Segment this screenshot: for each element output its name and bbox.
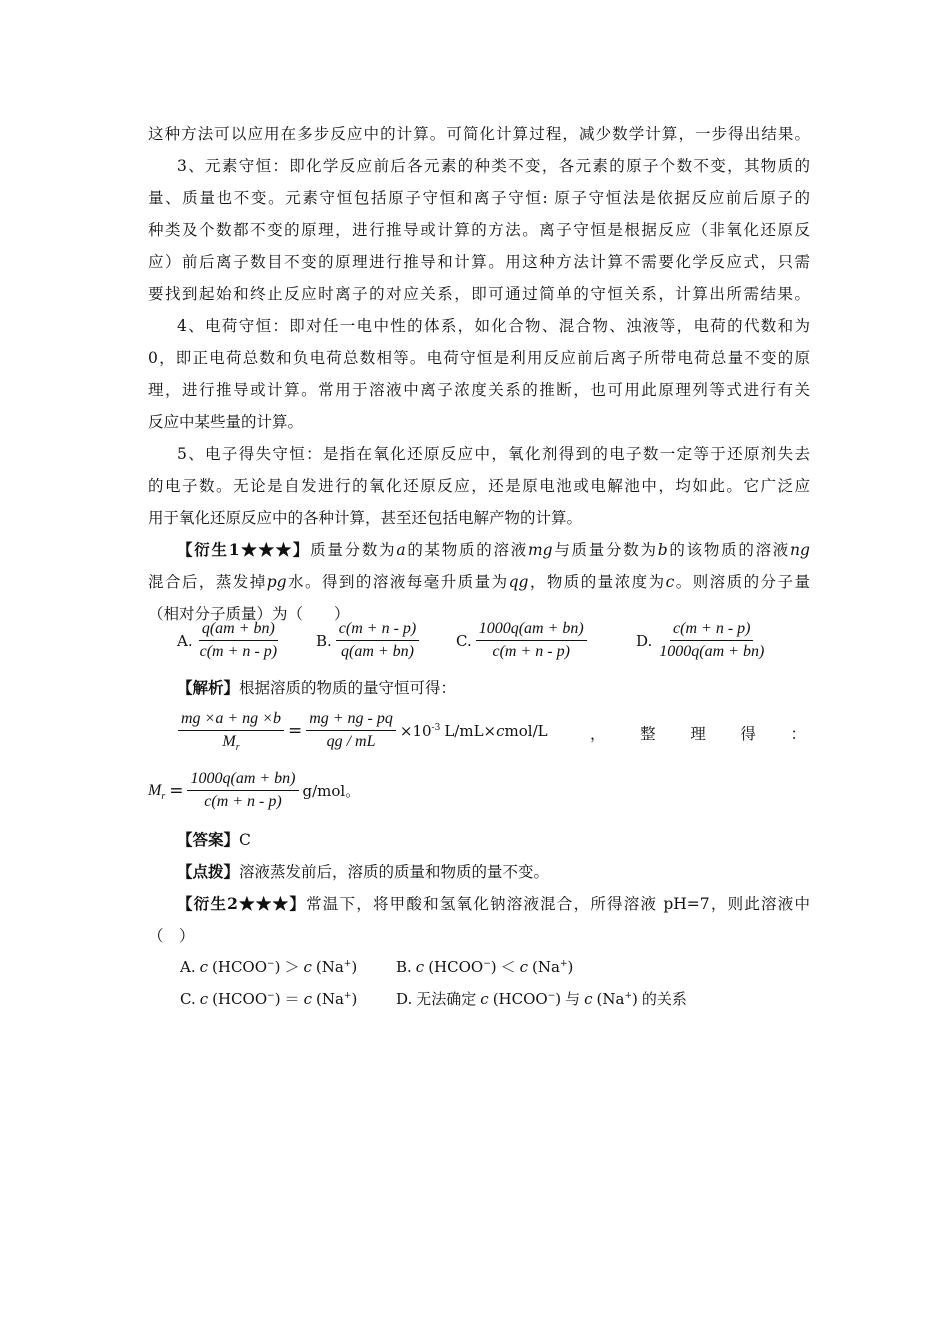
ion: (Na (315, 957, 344, 976)
option-label: D. (396, 989, 413, 1008)
tail-char: 得 (740, 725, 756, 743)
text-span: ，物质的量浓度为 (528, 573, 666, 591)
option-label: A. (180, 957, 196, 976)
times-ten: ×10 (399, 721, 432, 740)
variable: c (519, 957, 529, 976)
option-label: C. (180, 989, 196, 1008)
equation-1 (178, 710, 548, 754)
text-span: 水。得到的溶液每毫升质量为 (286, 573, 509, 591)
unit-text: L/mL× (444, 721, 497, 740)
variable: c (665, 573, 675, 591)
result-fraction (187, 770, 298, 811)
charge: − (267, 958, 275, 969)
tip-tag: 【点拨】 (177, 862, 240, 881)
text-line: 0，即正电荷总数和负电荷总数相等。电荷守恒是利用反应前后离子所带电荷总量不变的原 (148, 349, 810, 367)
variable: mg (527, 541, 553, 559)
variable: c (480, 989, 489, 1008)
relation: ＝ (284, 990, 300, 1008)
unit-text: mol/L (504, 721, 548, 740)
question-1-line-2 (148, 572, 810, 592)
variable: qg (508, 573, 529, 591)
charge: + (624, 990, 632, 1001)
relation: ＜ (500, 958, 516, 976)
variable: c (303, 989, 312, 1008)
variable: a (396, 541, 406, 559)
option-fraction (476, 620, 587, 661)
variable: c (415, 957, 425, 976)
denominator: q(am + bn) (341, 643, 415, 660)
option-a[interactable] (180, 956, 357, 977)
charge: + (343, 958, 352, 969)
text-line: 4、电荷守恒：即对任一电中性的体系，如化合物、混合物、浊液等，电荷的代数和为 (177, 317, 810, 335)
numerator: 1000q(am + bn) (187, 770, 298, 791)
answer-tag: 【答案】 (177, 830, 240, 849)
tail-char: 理 (690, 725, 706, 743)
question-tag: 【衍生1★★★】 (177, 540, 311, 559)
option-label: B. (396, 957, 412, 976)
denominator: c(m + n - p) (492, 643, 570, 660)
question-1-line-1 (177, 540, 810, 560)
text-line: 5、电子得失守恒：是指在氧化还原反应中，氧化剂得到的电子数一定等于还原剂失去 (177, 445, 810, 463)
paren: ) (274, 989, 281, 1008)
text-line: 种类及个数都不变的原理，进行推导或计算的方法。离子守恒是根据反应（非氧化还原反 (148, 221, 810, 239)
text-line: 用于氧化还原反应中的各种计算，甚至还包括电解产物的计算。 (148, 509, 583, 527)
relation: ＞ (284, 958, 300, 976)
variable: c (584, 989, 593, 1008)
text-line: 要找到起始和终止反应时离子的对应关系，即可通过简单的守恒关系，计算出所需结果。 (148, 285, 810, 303)
numerator: c(m + n - p) (670, 620, 753, 641)
option-label: C. (456, 631, 472, 650)
paren: ) (274, 957, 281, 976)
variable: M (222, 733, 236, 750)
paren: ) (632, 989, 638, 1008)
text-line: 的电子数。无论是自发进行的氧化还原反应，还是原电池或电解池中，均如此。它广泛应 (148, 477, 810, 495)
ion: (Na (596, 989, 625, 1008)
option-d[interactable] (396, 988, 687, 1009)
variable: c (496, 721, 505, 740)
numerator: c(m + n - p) (336, 620, 419, 641)
text-span: 质量分数为 (310, 541, 397, 559)
text-span: 与 (565, 990, 581, 1008)
paren: ) (351, 989, 358, 1008)
charge: − (267, 990, 275, 1001)
option-label: A. (177, 631, 193, 650)
variable: ng (790, 541, 810, 559)
ion: (Na (315, 989, 344, 1008)
option-a[interactable] (177, 620, 280, 661)
numerator: mg + ng - pq (306, 710, 396, 731)
tip-line (177, 862, 810, 882)
analysis-text: 根据溶质的物质的量守恒可得： (239, 679, 457, 697)
denominator: qg / mL (326, 733, 376, 750)
text-span: 的该物质的溶液 (667, 541, 791, 559)
variable: pg (266, 573, 287, 591)
text-line: 这种方法可以应用在多步反应中的计算。可简化计算过程，减少数学计算，一步得出结果。 (148, 125, 810, 143)
unit-text: g/mol。 (302, 782, 361, 800)
answer-value: C (239, 831, 251, 849)
equals-sign: = (169, 780, 184, 801)
paren: ) (567, 957, 574, 976)
option-b[interactable] (396, 956, 573, 977)
denominator: c(m + n - p) (199, 643, 278, 660)
formula (597, 990, 638, 1008)
denominator (219, 731, 242, 754)
charge: + (343, 990, 352, 1001)
text-line: 应）前后离子数目不变的原理进行推导和计算。用这种方法计算不需要化学反应式，只需 (148, 253, 810, 271)
question-1-line-3: （相对分子质量）为（ ） (148, 605, 350, 623)
molar-mass-symbol (148, 782, 165, 800)
numerator: mg ×a + ng ×b (178, 710, 284, 731)
subscript: r (161, 790, 166, 802)
text-span: 的某物质的溶液 (405, 541, 528, 559)
formula (212, 990, 280, 1008)
option-b[interactable] (316, 620, 419, 661)
denominator: c(m + n - p) (204, 793, 282, 810)
equals-sign: = (287, 720, 303, 741)
formula (212, 958, 280, 976)
ion: (HCOO (212, 989, 268, 1008)
punct: ， (590, 725, 606, 743)
subscript: r (235, 742, 240, 754)
question-tag: 【衍生2★★★】 (177, 894, 307, 913)
paren: ) (555, 989, 562, 1008)
formula (532, 958, 573, 976)
ion: (HCOO (492, 989, 548, 1008)
formula (316, 958, 357, 976)
variable: c (199, 957, 209, 976)
analysis-tag: 【解析】 (177, 678, 240, 697)
charge: − (547, 990, 556, 1001)
ion: (HCOO (428, 957, 484, 976)
ion: (Na (532, 957, 560, 976)
tip-text: 溶液蒸发前后，溶质的质量和物质的量不变。 (239, 863, 550, 881)
variable: c (199, 989, 209, 1008)
variable: c (303, 957, 312, 976)
answer-line (177, 830, 810, 850)
option-label: D. (636, 631, 653, 650)
text-line: 3、元素守恒：即化学反应前后各元素的种类不变，各元素的原子个数不变，其物质的 (177, 157, 810, 175)
analysis-line (177, 678, 810, 698)
option-c[interactable] (456, 620, 587, 661)
charge: + (559, 958, 568, 969)
exponent: -3 (431, 722, 441, 733)
text-span: 混合后，蒸发掉 (148, 573, 267, 591)
punct: ： (790, 725, 806, 743)
option-fraction (336, 620, 419, 661)
formula (493, 990, 561, 1008)
option-fraction (656, 620, 767, 661)
units (444, 722, 547, 740)
charge: − (483, 958, 491, 969)
equation-right-fraction (306, 710, 396, 751)
variable: b (657, 541, 668, 559)
numerator: 1000q(am + bn) (476, 620, 587, 641)
ion: (HCOO (212, 957, 268, 976)
text-span: 。则溶质的分子量 (674, 573, 810, 591)
option-label: B. (316, 631, 332, 650)
equation-2 (148, 770, 360, 811)
question-2-line-2: （ ） (148, 927, 195, 945)
tail-char: 整 (640, 725, 656, 743)
text-line: 反应中某些量的计算。 (148, 413, 304, 431)
option-fraction (197, 620, 280, 661)
question-2-line-1 (177, 894, 810, 914)
text-span: 与质量分数为 (552, 541, 658, 559)
multiplier (400, 722, 440, 740)
variable: M (148, 781, 162, 799)
question-text: 常温下，将甲酸和氢氧化钠溶液混合，所得溶液 pH=7，则此溶液中 (306, 895, 810, 913)
equation-left-fraction (178, 710, 284, 754)
option-d[interactable] (636, 620, 767, 661)
text-line: 量、质量也不变。元素守恒包括原子守恒和离子守恒: 原子守恒法是依据反应前后原子的 (148, 189, 810, 207)
paren: ) (351, 957, 358, 976)
text-line: 理，进行推导或计算。常用于溶液中离子浓度关系的推断，也可用此原理列等式进行有关 (148, 381, 810, 399)
text-span: 的关系 (641, 990, 687, 1008)
paren: ) (490, 957, 497, 976)
option-c[interactable] (180, 988, 357, 1009)
formula (428, 958, 496, 976)
numerator: q(am + bn) (199, 620, 278, 641)
denominator: 1000q(am + bn) (659, 643, 765, 660)
formula (316, 990, 357, 1008)
equation-tail (590, 722, 806, 744)
text-span: 无法确定 (416, 990, 477, 1008)
